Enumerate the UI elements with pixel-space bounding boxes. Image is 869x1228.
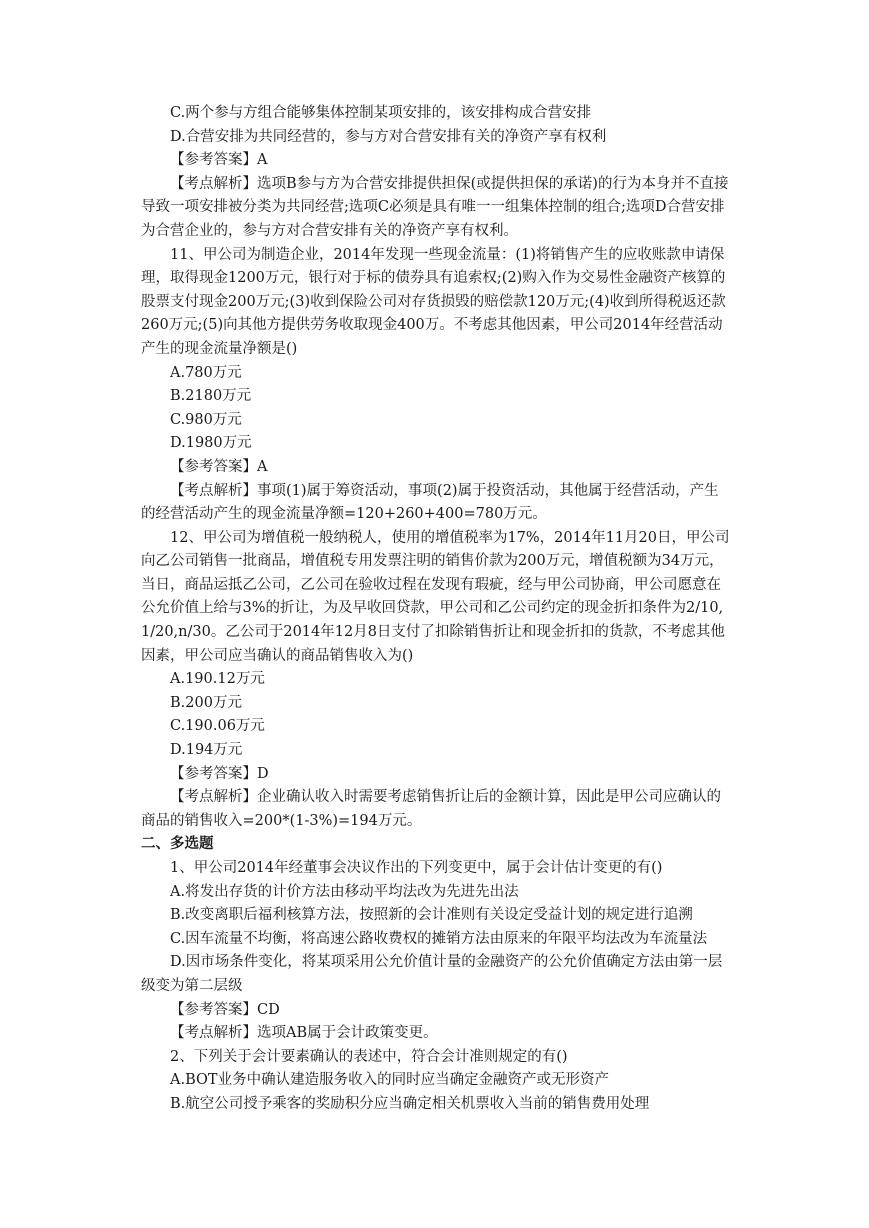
document-body <box>141 102 731 1117</box>
paragraph: 【参考答案】A <box>170 152 268 169</box>
paragraph: 【考点解析】选项AB属于会计政策变更。 <box>170 1025 438 1042</box>
paragraph: 【参考答案】CD <box>170 1001 280 1018</box>
paragraph: D.合营安排为共同经营的，参与方对合营安排有关的净资产享有权利 <box>170 128 607 145</box>
paragraph: B.改变离职后福利核算方法，按照新的会计准则有关设定受益计划的规定进行追溯 <box>170 907 693 924</box>
paragraph: C.190.06万元 <box>170 718 265 735</box>
paragraph: 11、甲公司为制造企业，2014年发现一些现金流量：(1)将销售产生的应收账款申请保理，取得现金1200万元，银行对于标的债券具有追索权;(2)购入作为交易性金融资产核算的股票支付现金200万元;(3)收到保险公司对存货损毁的赔偿款120万元;(4)收到所得税返还款260万元;(5)向其他方提供劳务收取现金400万。不考虑其他因素，甲公司2014年经营活动产生的现金流量净额是() <box>141 246 726 357</box>
paragraph: B.航空公司授予乘客的奖励积分应当确定相关机票收入当前的销售费用处理 <box>170 1095 650 1112</box>
paragraph: 1、甲公司2014年经董事会决议作出的下列变更中，属于会计估计变更的有() <box>170 860 663 876</box>
paragraph: 【考点解析】事项(1)属于筹资活动，事项(2)属于投资活动，其他属于经营活动，产生的经营活动产生的现金流量净额=120+260+400=780万元。 <box>141 482 719 523</box>
paragraph: B.200万元 <box>170 694 242 711</box>
paragraph: B.2180万元 <box>170 388 252 405</box>
paragraph: 【考点解析】选项B参与方为合营安排提供担保(或提供担保的承诺)的行为本身并不直接导致一项安排被分类为共同经营;选项C必须是具有唯一一组集体控制的组合;选项D合营安排为合营企业的，参与方对合营安排有关的净资产享有权利。 <box>141 175 729 239</box>
paragraph: C.两个参与方组合能够集体控制某项安排的，该安排构成合营安排 <box>170 105 592 121</box>
paragraph: 12、甲公司为增值税一般纳税人，使用的增值税率为17%，2014年11月20日，甲公司向乙公司销售一批商品，增值税专用发票注明的销售价款为200万元，增值税额为34万元，当日，商品运抵乙公司，乙公司在验收过程在发现有瑕疵，经与甲公司协商，甲公司愿意在公允价值上给与3%的折让，为及早收回贷款，甲公司和乙公司约定的现金折扣条件为2/10,1/20,n/30。乙公司于2014年12月8日支付了扣除销售折让和现金折扣的货款，不考虑其他因素，甲公司应当确认的商品销售收入为() <box>141 529 730 664</box>
paragraph: 【考点解析】企业确认收入时需要考虑销售折让后的金额计算，因此是甲公司应确认的商品的销售收入=200*(1-3%)=194万元。 <box>141 789 721 829</box>
paragraph: C.980万元 <box>170 411 242 428</box>
paragraph: A.BOT业务中确认建造服务收入的同时应当确定金融资产或无形资产 <box>170 1072 610 1089</box>
paragraph: D.194万元 <box>170 742 243 759</box>
paragraph: D.1980万元 <box>170 435 252 452</box>
section-heading: 二、多选题 <box>141 836 214 853</box>
paragraph: 【参考答案】D <box>170 765 269 782</box>
paragraph: A.将发出存货的计价方法由移动平均法改为先进先出法 <box>170 883 519 900</box>
paragraph: A.190.12万元 <box>170 671 265 688</box>
paragraph: D.因市场条件变化，将某项采用公允价值计量的金融资产的公允价值确定方法由第一层级变为第二层级 <box>141 954 723 994</box>
paragraph: C.因车流量不均衡，将高速公路收费权的摊销方法由原来的年限平均法改为车流量法 <box>170 930 708 947</box>
paragraph: 2、下列关于会计要素确认的表述中，符合会计准则规定的有() <box>170 1048 568 1065</box>
paragraph: A.780万元 <box>170 364 242 381</box>
paragraph: 【参考答案】A <box>170 458 268 475</box>
